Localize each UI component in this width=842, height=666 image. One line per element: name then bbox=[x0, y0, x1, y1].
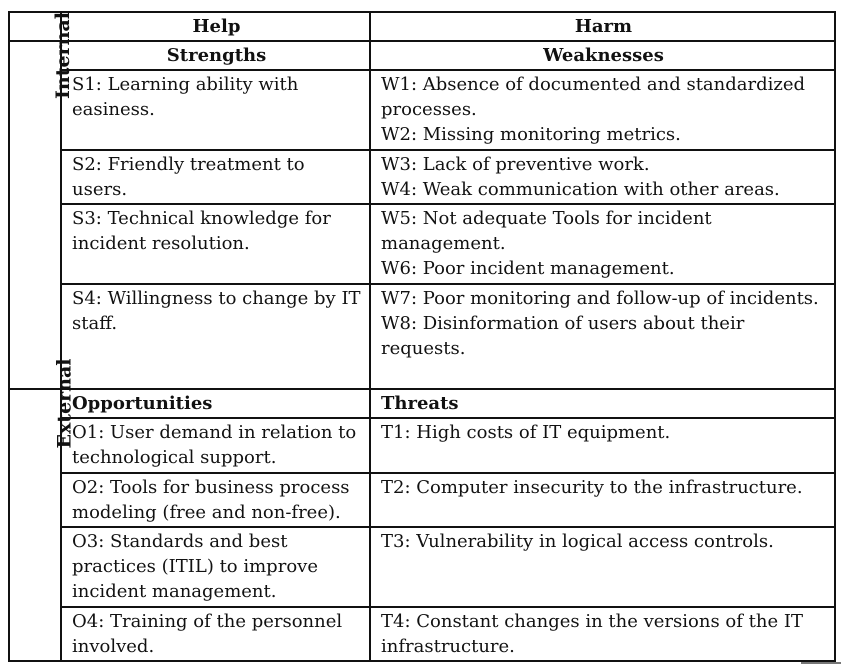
threat-cell: T2: Computer insecurity to the infrastructure. bbox=[370, 473, 835, 527]
weakness-item: W5: Not adequate Tools for incident management. bbox=[381, 208, 712, 254]
strength-cell bbox=[61, 150, 370, 204]
swot-table bbox=[8, 11, 836, 662]
weakness-item: W6: Poor incident management. bbox=[381, 258, 675, 279]
weakness-item: W8: Disinformation of users about their requests. bbox=[381, 313, 745, 359]
opportunities-title: Opportunities bbox=[61, 389, 370, 418]
threats-title: Threats bbox=[370, 389, 835, 418]
opportunity-cell: O3: Standards and best practices (ITIL) to improve incident management. bbox=[61, 527, 370, 607]
harm-header: Harm bbox=[370, 12, 835, 41]
weakness-item: W1: Absence of documented and standardized processes. bbox=[381, 74, 806, 120]
weakness-item: W2: Missing monitoring metrics. bbox=[381, 124, 681, 145]
weakness-cell bbox=[370, 150, 835, 204]
weaknesses-title: Weaknesses bbox=[370, 41, 835, 70]
strength-cell bbox=[61, 204, 370, 284]
strength-item: S4: Willingness to change by IT staff. bbox=[72, 288, 361, 334]
strength-cell bbox=[61, 284, 370, 389]
weakness-item: W4: Weak communication with other areas. bbox=[381, 179, 780, 200]
weakness-cell bbox=[370, 204, 835, 284]
weakness-cell bbox=[370, 284, 835, 389]
threat-cell: T4: Constant changes in the versions of the IT infrastructure. bbox=[370, 607, 835, 661]
opportunity-cell: O2: Tools for business process modeling (free and non-free). bbox=[61, 473, 370, 527]
strength-item: S2: Friendly treatment to users. bbox=[72, 154, 305, 200]
internal-row-label bbox=[9, 12, 74, 389]
weakness-item: W3: Lack of preventive work. bbox=[381, 154, 650, 175]
strengths-title: Strengths bbox=[61, 41, 370, 70]
threat-cell: T1: High costs of IT equipment. bbox=[370, 418, 835, 473]
opportunity-cell: O4: Training of the personnel involved. bbox=[61, 607, 370, 661]
strength-item: S1: Learning ability with easiness. bbox=[72, 74, 299, 120]
external-label: External bbox=[53, 358, 76, 449]
divider bbox=[801, 662, 841, 664]
opportunity-cell: O1: User demand in relation to technological support. bbox=[61, 418, 370, 473]
weakness-item: W7: Poor monitoring and follow-up of incidents. bbox=[381, 288, 819, 309]
strength-item: S3: Technical knowledge for incident resolution. bbox=[72, 208, 331, 254]
weakness-cell bbox=[370, 70, 835, 150]
help-header: Help bbox=[61, 12, 370, 41]
threat-cell: T3: Vulnerability in logical access controls. bbox=[370, 527, 835, 607]
strength-cell bbox=[61, 70, 370, 150]
external-row-label bbox=[9, 358, 76, 661]
internal-label: Internal bbox=[51, 12, 74, 99]
